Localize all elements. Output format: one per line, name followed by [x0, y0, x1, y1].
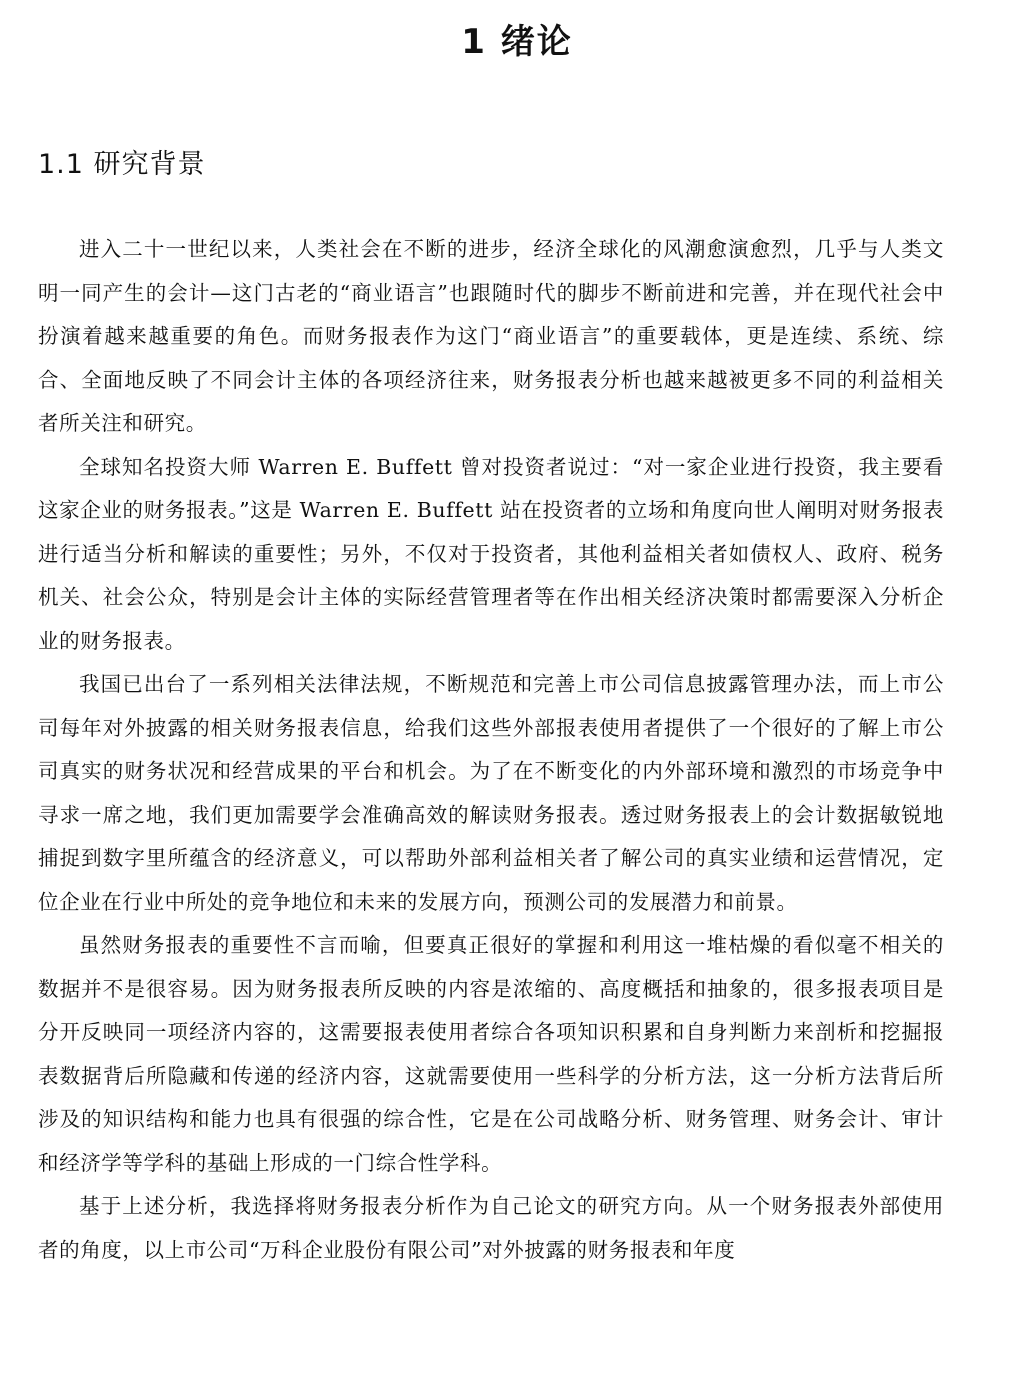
paragraph-2: 全球知名投资大师 Warren E. Buffett 曾对投资者说过：“对一家企业进行投资，我主要看这家企业的财务报表。”这是 Warren E. Buffett 站在投资者的立场和角度向世人阐明对财务报表进行适当分析和解读的重要性；另外，不仅对于投资者，其他利益相关者如债权人、政府、税务机关、社会公众，特别是会计主体的实际经营管理者等在作出相关经济决策时都需要深入分析企业的财务报表。: [38, 454, 944, 653]
paragraph-5: 基于上述分析，我选择将财务报表分析作为自己论文的研究方向。从一个财务报表外部使用者的角度，以上市公司“万科企业股份有限公司”对外披露的财务报表和年度: [38, 1194, 944, 1262]
paragraph-3: 我国已出台了一系列相关法律法规，不断规范和完善上市公司信息披露管理办法，而上市公司每年对外披露的相关财务报表信息，给我们这些外部报表使用者提供了一个很好的了解上市公司真实的财务状况和经营成果的平台和机会。为了在不断变化的内外部环境和激烈的市场竞争中寻求一席之地，我们更加需要学会准确高效的解读财务报表。透过财务报表上的会计数据敏锐地捕捉到数字里所蕴含的经济意义，可以帮助外部利益相关者了解公司的真实业绩和运营情况，定位企业在行业中所处的竞争地位和未来的发展方向，预测公司的发展潜力和前景。: [38, 672, 944, 914]
paragraph-4: 虽然财务报表的重要性不言而喻，但要真正很好的掌握和利用这一堆枯燥的看似毫不相关的数据并不是很容易。因为财务报表所反映的内容是浓缩的、高度概括和抽象的，很多报表项目是分开反映同一项经济内容的，这需要报表使用者综合各项知识积累和自身判断力来剖析和挖掘报表数据背后所隐藏和传递的经济内容，这就需要使用一些科学的分析方法，这一分析方法背后所涉及的知识结构和能力也具有很强的综合性，它是在公司战略分析、财务管理、财务会计、审计和经济学等学科的基础上形成的一门综合性学科。: [38, 933, 944, 1175]
body-text: [38, 228, 944, 1272]
section-title: 1.1 研究背景: [38, 149, 206, 180]
chapter-title: 1 绪论: [461, 22, 573, 62]
paragraph-1: 进入二十一世纪以来，人类社会在不断的进步，经济全球化的风潮愈演愈烈，几乎与人类文明一同产生的会计—这门古老的“商业语言”也跟随时代的脚步不断前进和完善，并在现代社会中扮演着越来越重要的角色。而财务报表作为这门“商业语言”的重要载体，更是连续、系统、综合、全面地反映了不同会计主体的各项经济往来，财务报表分析也越来越被更多不同的利益相关者所关注和研究。: [38, 237, 944, 435]
